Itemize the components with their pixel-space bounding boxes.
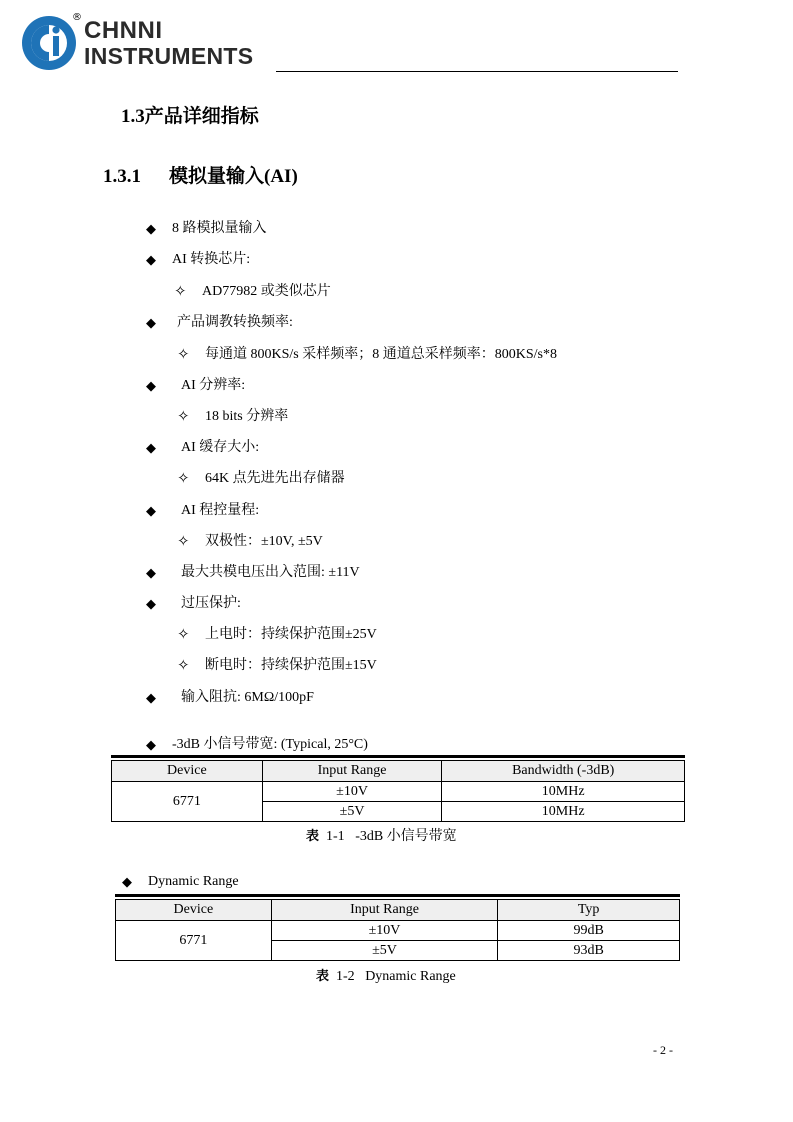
- bandwidth-cell: 10MHz: [442, 782, 685, 802]
- table2-top-rule: [115, 894, 680, 897]
- input-range-cell: ±5V: [271, 941, 498, 961]
- diamond-bullet-icon: ◆: [146, 737, 156, 752]
- diamond-bullet-icon: ◆: [146, 503, 156, 518]
- diamond-bullet-icon: ◆: [146, 690, 156, 705]
- typ-cell: 99dB: [498, 921, 680, 941]
- device-cell: 6771: [112, 782, 263, 822]
- brand-name-line2: INSTRUMENTS: [84, 43, 254, 69]
- star-bullet-icon: ✧: [177, 534, 190, 550]
- diamond-bullet-icon: ◆: [146, 315, 156, 330]
- star-bullet-icon: ✧: [177, 471, 190, 487]
- diamond-bullet-icon: ◆: [146, 596, 156, 611]
- diamond-bullet-icon: ◆: [146, 221, 156, 236]
- star-bullet-icon: ✧: [177, 658, 190, 674]
- table-header-row: [116, 900, 680, 921]
- input-range-cell: ±10V: [271, 921, 498, 941]
- column-header: Device: [112, 761, 263, 782]
- registered-mark: ®: [72, 12, 82, 23]
- bandwidth-cell: 10MHz: [442, 802, 685, 822]
- bandwidth-table: [111, 760, 685, 822]
- column-header: Input Range: [271, 900, 498, 921]
- star-bullet-icon: ✧: [177, 409, 190, 425]
- section-title: 1.3产品详细指标: [121, 106, 259, 127]
- table-row: [116, 921, 680, 941]
- page-number: - 2 -: [653, 1043, 673, 1057]
- input-range-cell: ±10V: [262, 782, 442, 802]
- column-header: Input Range: [262, 761, 442, 782]
- chnni-logo: [20, 14, 78, 72]
- typ-cell: 93dB: [498, 941, 680, 961]
- subsection-text: 模拟量输入(AI): [169, 166, 298, 187]
- diamond-bullet-icon: ◆: [146, 378, 156, 393]
- column-header: Bandwidth (-3dB): [442, 761, 685, 782]
- star-bullet-icon: ✧: [174, 284, 187, 300]
- device-cell: 6771: [116, 921, 272, 961]
- star-bullet-icon: ✧: [177, 627, 190, 643]
- header-rule: [276, 71, 678, 72]
- table1-top-rule: [111, 755, 685, 758]
- dynamic-range-table: [115, 899, 680, 961]
- brand-name-line1: CHNNI: [84, 17, 163, 44]
- table-row: [112, 782, 685, 802]
- subsection-title: [103, 164, 298, 190]
- table2-caption: 表 1-2 Dynamic Range: [316, 969, 456, 984]
- diamond-bullet-icon: ◆: [122, 874, 132, 889]
- star-bullet-icon: ✧: [177, 347, 190, 363]
- column-header: Device: [116, 900, 272, 921]
- diamond-bullet-icon: ◆: [146, 440, 156, 455]
- input-range-cell: ±5V: [262, 802, 442, 822]
- diamond-bullet-icon: ◆: [146, 252, 156, 267]
- diamond-bullet-icon: ◆: [146, 565, 156, 580]
- column-header: Typ: [498, 900, 680, 921]
- subsection-number: 1.3.1: [103, 166, 141, 187]
- table-header-row: [112, 761, 685, 782]
- table1-caption: 表 1-1 -3dB 小信号带宽: [306, 829, 457, 844]
